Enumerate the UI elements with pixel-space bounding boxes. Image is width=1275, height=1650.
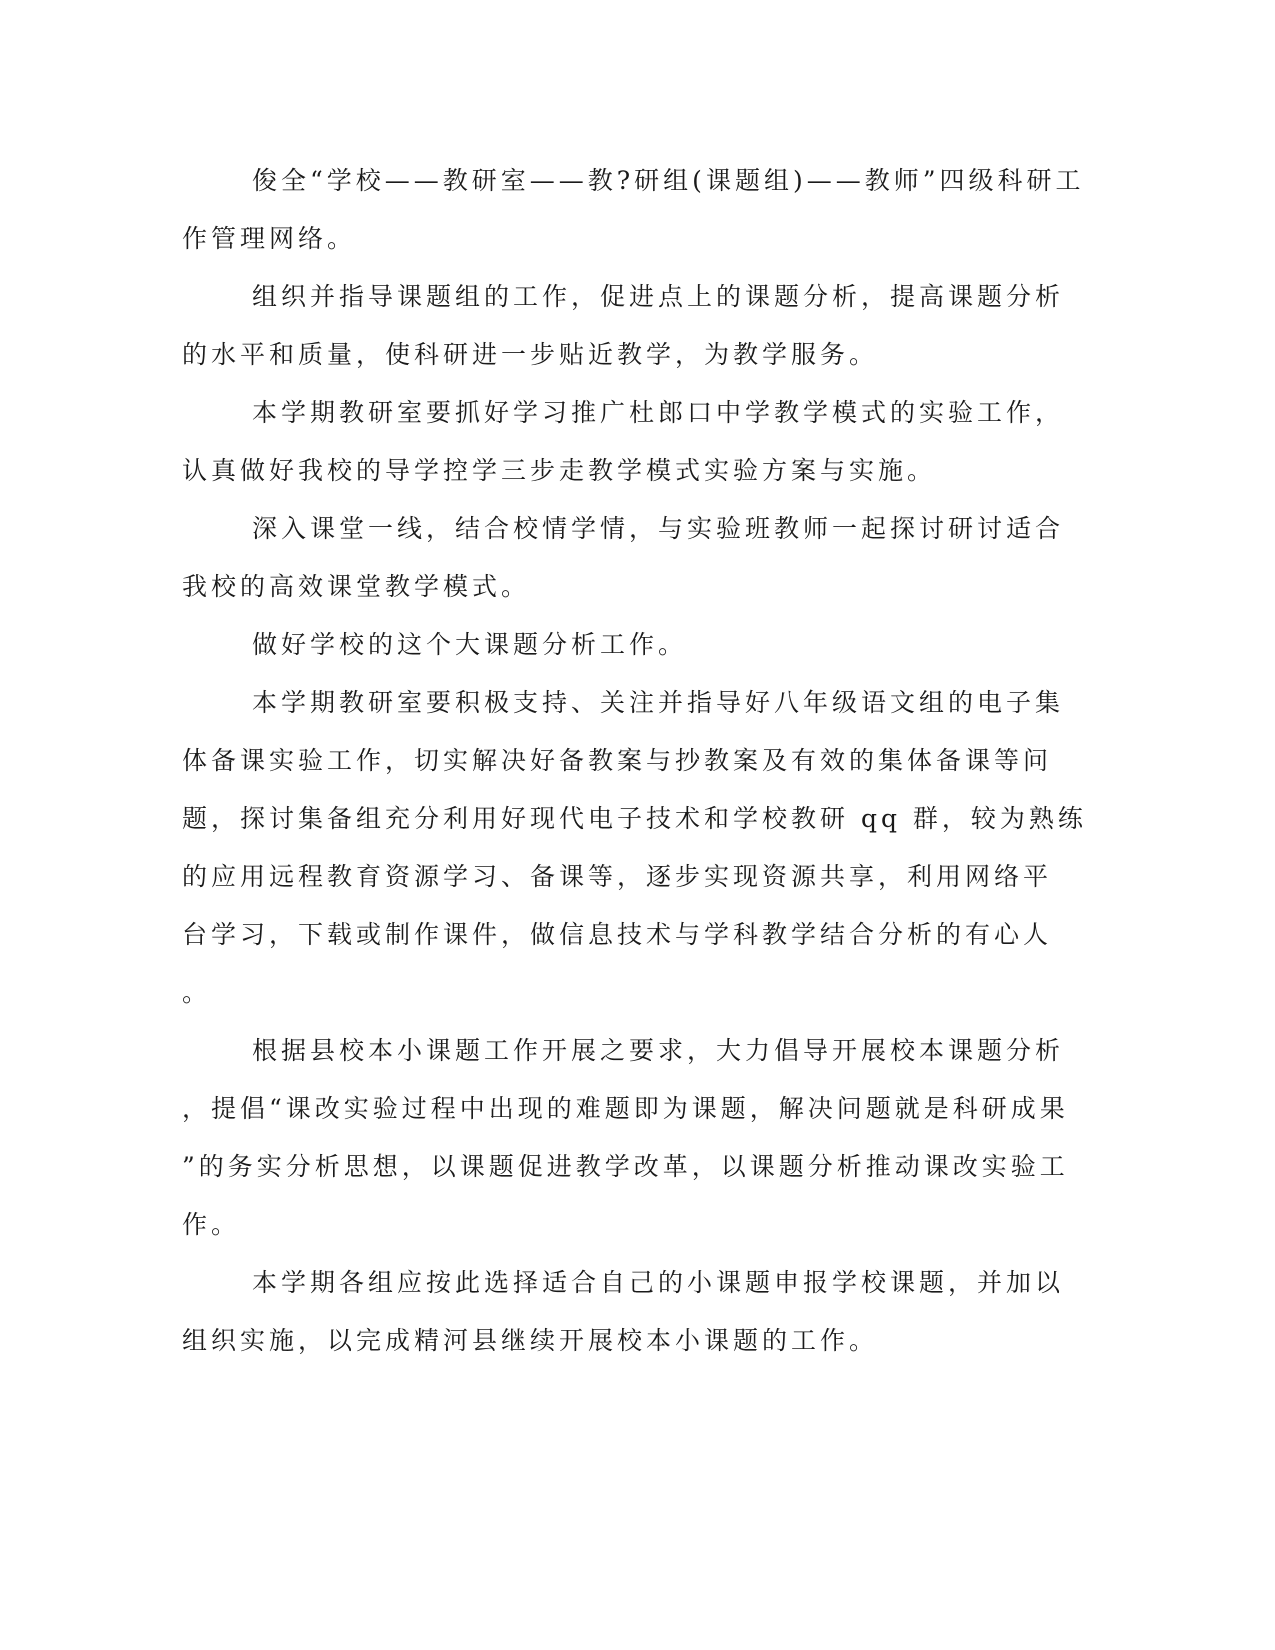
paragraph-line: 组织实施，以完成精河县继续开展校本小课题的工作。: [182, 1326, 879, 1355]
paragraph-8: [182, 1254, 1065, 1370]
paragraph-1: [182, 152, 1085, 268]
paragraph-line: 俊全“学校——教研室——教?研组(课题组)——教师”四级科研工: [252, 166, 1085, 195]
paragraph-3: [182, 384, 1065, 500]
paragraph-6: [182, 674, 1087, 1022]
paragraph-5: [182, 616, 1032, 674]
paragraph-line: 的应用远程教育资源学习、备课等，逐步实现资源共享，利用网络平: [182, 862, 1053, 891]
paragraph-line: 作管理网络。: [182, 224, 357, 253]
paragraph-7: [182, 1022, 1069, 1254]
paragraph-line: 作。: [182, 1210, 241, 1239]
paragraph-line: 深入课堂一线，结合校情学情，与实验班教师一起探讨研讨适合: [252, 514, 1065, 543]
paragraph-line: 台学习，下载或制作课件，做信息技术与学科教学结合分析的有心人: [182, 920, 1053, 949]
paragraph-4: [182, 500, 1065, 616]
paragraph-line: 组织并指导课题组的工作，促进点上的课题分析，提高课题分析: [252, 282, 1065, 311]
paragraph-line: ，提倡“课改实验过程中出现的难题即为课题，解决问题就是科研成果: [182, 1094, 1069, 1123]
paragraph-line: 的水平和质量，使科研进一步贴近教学，为教学服务。: [182, 340, 879, 369]
paragraph-line: 体备课实验工作，切实解决好备教案与抄教案及有效的集体备课等问: [182, 746, 1053, 775]
paragraph-line: 根据县校本小课题工作开展之要求，大力倡导开展校本课题分析: [252, 1036, 1065, 1065]
paragraph-line: 本学期教研室要抓好学习推广杜郎口中学教学模式的实验工作，: [252, 398, 1065, 427]
paragraph-line: 做好学校的这个大课题分析工作。: [252, 630, 688, 659]
paragraph-2: [182, 268, 1065, 384]
paragraph-line: 我校的高效课堂教学模式。: [182, 572, 531, 601]
paragraph-line: 认真做好我校的导学控学三步走教学模式实验方案与实施。: [182, 456, 937, 485]
paragraph-line: 本学期教研室要积极支持、关注并指导好八年级语文组的电子集: [252, 688, 1065, 717]
paragraph-line: ”的务实分析思想，以课题促进教学改革，以课题分析推动课改实验工: [182, 1152, 1069, 1181]
paragraph-line: 。: [182, 978, 212, 1007]
paragraph-line: 题，探讨集备组充分利用好现代电子技术和学校教研 qq 群，较为熟练: [182, 804, 1087, 833]
paragraph-line: 本学期各组应按此选择适合自己的小课题申报学校课题，并加以: [252, 1268, 1065, 1297]
document-body: [182, 152, 1087, 1370]
